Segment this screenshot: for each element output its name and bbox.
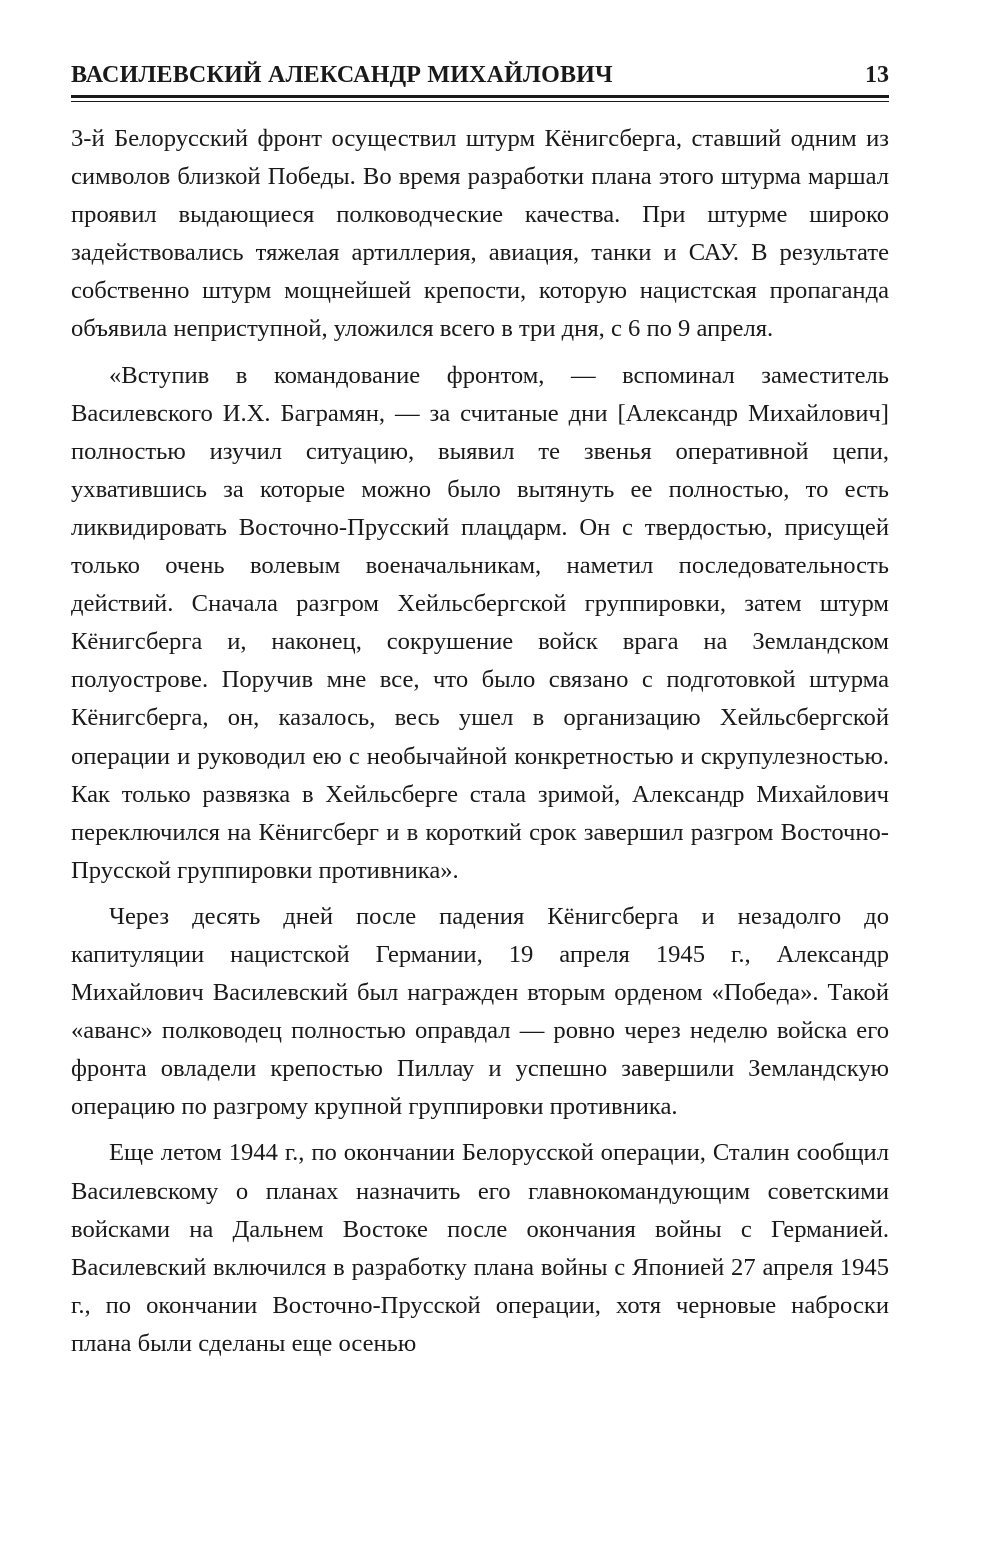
paragraph: Еще летом 1944 г., по окончании Белорусской операции, Сталин сообщил Василевскому о планах назначить его главнокомандующим советскими войсками на Дальнем Востоке после окончания войны с Германией. Василевский включился в разработку плана войны с Японией 27 апреля 1945 г., по окончании Восточно-Прусской операции, хотя черновые наброски плана были сделаны еще осенью <box>71 1139 889 1357</box>
header-rule-thick <box>71 95 889 98</box>
paragraph: «Вступив в командование фронтом, — вспоминал заместитель Василевского И.Х. Баграмян, — за считаные дни [Александр Михайлович] полностью изучил ситуацию, выявил те звенья оперативной цепи, ухватившись за которые можно было вытянуть ее полностью, то есть ликвидировать Восточно-Прусский плацдарм. Он с твердостью, присущей только очень волевым военачальникам, наметил последовательность действий. Сначала разгром Хейльсбергской группировки, затем штурм Кёнигсберга и, наконец, сокрушение войск врага на Земландском полуострове. Поручив мне все, что было связано с подготовкой штурма Кёнигсберга, он, казалось, весь ушел в организацию Хейльсбергской операции и руководил ею с необычайной конкретностью и скрупулезностью. Как только развязка в Хейльсберге стала зримой, Александр Михайлович переключился на Кёнигсберг и в короткий срок завершил разгром Восточно-Прусской группировки противника». <box>71 361 889 884</box>
running-head <box>71 62 889 94</box>
running-title: ВАСИЛЕВСКИЙ АЛЕКСАНДР МИХАЙЛОВИЧ <box>71 62 613 88</box>
paragraph: Через десять дней после падения Кёнигсберга и незадолго до капитуляции нацистской Германии, 19 апреля 1945 г., Александр Михайлович Василевский был награжден вторым орденом «Победа». Такой «аванс» полководец полностью оправдал — ровно через неделю войска его фронта овладели крепостью Пиллау и успешно завершили Земландскую операцию по разгрому крупной группировки противника. <box>71 902 889 1121</box>
paragraph: 3-й Белорусский фронт осуществил штурм Кёнигсберга, ставший одним из символов близкой Победы. Во время разработки плана этого штурма маршал проявил выдающиеся полководческие качества. При штурме широко задействовались тяжелая артиллерия, авиация, танки и САУ. В результате собственно штурм мощнейшей крепости, которую нацистская пропаганда объявила неприступной, уложился всего в три дня, с 6 по 9 апреля. <box>71 125 889 343</box>
page-number: 13 <box>865 62 889 88</box>
header-rule-thin <box>71 101 889 102</box>
body-text <box>71 120 889 1363</box>
